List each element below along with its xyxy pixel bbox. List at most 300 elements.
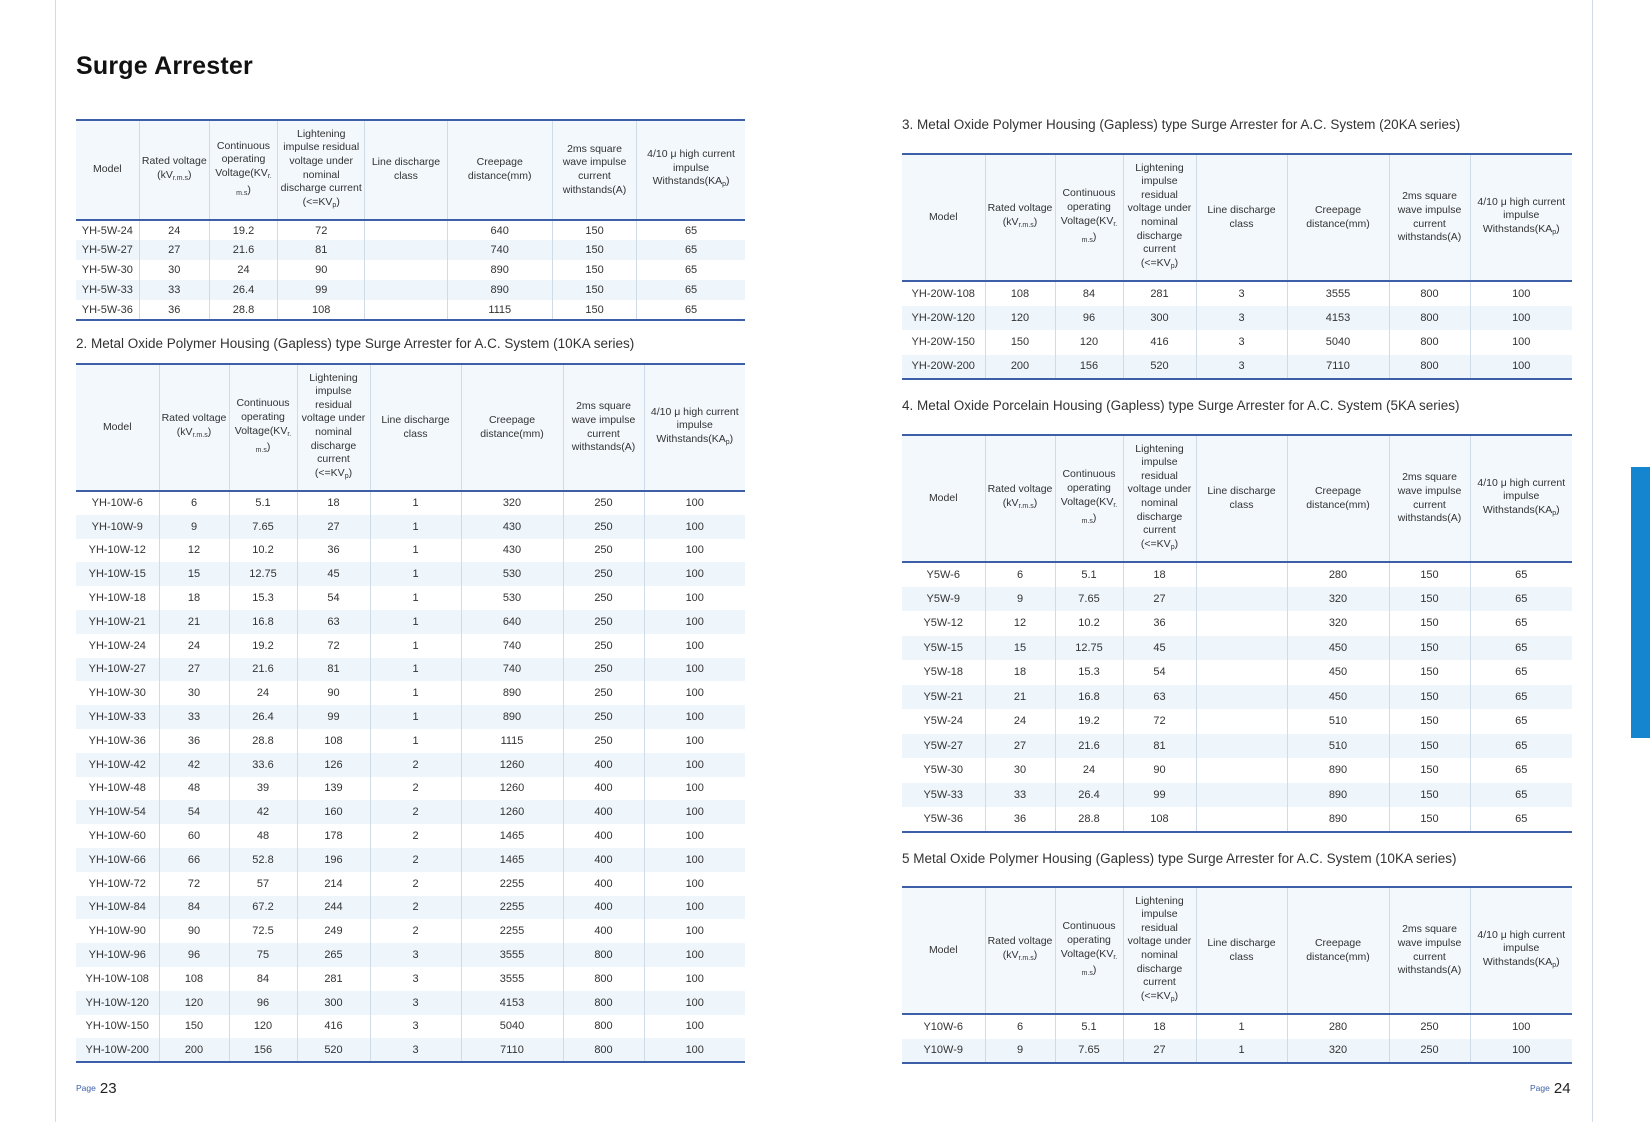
table-cell: 12.75 — [229, 562, 297, 586]
table-cell: 21 — [159, 610, 229, 634]
table-row — [76, 705, 745, 729]
column-header: Rated voltage $(kV_{r.m.s})$ — [139, 120, 209, 220]
table-cell: 108 — [278, 300, 365, 320]
table-cell: 320 — [461, 491, 563, 515]
table-cell: 150 — [1389, 685, 1470, 710]
column-header: 4/10 μ high current impulse $Withstands(KA_p)$ — [637, 120, 745, 220]
table-cell: 108 — [985, 281, 1055, 306]
table-cell: 244 — [297, 896, 370, 920]
table-cell: 18 — [297, 491, 370, 515]
table-cell: 81 — [278, 240, 365, 260]
table-cell: 100 — [644, 539, 745, 563]
table-cell: 100 — [644, 919, 745, 943]
table-cell: 30 — [985, 758, 1055, 783]
table-cell: 15.3 — [229, 586, 297, 610]
table-cell: 510 — [1287, 734, 1389, 759]
table-row — [76, 610, 745, 634]
table-cell: 100 — [644, 491, 745, 515]
table-cell: 640 — [461, 610, 563, 634]
table-cell: 24 — [209, 260, 277, 280]
table-cell: 510 — [1287, 709, 1389, 734]
table-cell: 150 — [1389, 611, 1470, 636]
table-cell: 150 — [552, 240, 636, 260]
page-number-right-value: 24 — [1553, 1080, 1571, 1097]
table-cell: YH-20W-108 — [911, 287, 975, 300]
column-header: Lightening impulse residual voltage under nominal discharge current $(<=KV_p)$ — [297, 364, 370, 491]
table-row — [76, 515, 745, 539]
table-cell: 1 — [370, 562, 461, 586]
table-cell: 2255 — [461, 872, 563, 896]
column-header: 4/10 μ high current impulse $Withstands(KA_p)$ — [1470, 435, 1572, 562]
table-cell: 65 — [1470, 807, 1572, 832]
table-cell: 72 — [297, 634, 370, 658]
table-row — [76, 729, 745, 753]
table-row — [902, 611, 1572, 636]
table-cell: 24 — [159, 634, 229, 658]
table-cell: 81 — [1123, 734, 1196, 759]
table-cell: 400 — [563, 872, 644, 896]
table-row — [76, 491, 745, 515]
table-cell: 250 — [1389, 1014, 1470, 1039]
table-cell: 3 — [1196, 330, 1287, 355]
table-cell: 450 — [1287, 660, 1389, 685]
table-cell: 72 — [159, 872, 229, 896]
table-cell: 800 — [1389, 281, 1470, 306]
table-cell: 150 — [1389, 807, 1470, 832]
page-number-right — [1530, 1080, 1571, 1097]
column-header: 4/10 μ high current impulse $Withstands(KA_p)$ — [1470, 887, 1572, 1014]
table-cell: 36 — [985, 807, 1055, 832]
column-header: Lightening impulse residual voltage under nominal discharge current $(<=KV_p)$ — [1123, 154, 1196, 281]
table-row — [76, 562, 745, 586]
section-title-2: 2. Metal Oxide Polymer Housing (Gapless) type Surge Arrester for A.C. System (10KA series) — [76, 336, 635, 351]
table-cell: 7110 — [1287, 355, 1389, 380]
table-cell: 890 — [447, 260, 552, 280]
table-cell: 890 — [1287, 783, 1389, 808]
table-row — [76, 753, 745, 777]
table-row — [76, 896, 745, 920]
table-cell: 1465 — [461, 848, 563, 872]
table-cell: 36 — [297, 539, 370, 563]
column-header: Lightening impulse residual voltage under nominal discharge current $(<=KV_p)$ — [1123, 887, 1196, 1014]
table-cell: 200 — [985, 355, 1055, 380]
table-cell: 6 — [985, 562, 1055, 587]
table-cell: 16.8 — [229, 610, 297, 634]
table-cell: 84 — [159, 896, 229, 920]
table-cell: 100 — [644, 586, 745, 610]
table-cell: 24 — [229, 681, 297, 705]
table-cell: 33 — [159, 705, 229, 729]
column-header: 2ms square wave impulse current withstands(A) — [1389, 887, 1470, 1014]
table-cell: 100 — [644, 967, 745, 991]
table-cell: Y5W-9 — [902, 587, 985, 612]
table-cell: 15 — [159, 562, 229, 586]
table-cell: 1 — [370, 610, 461, 634]
table-row — [902, 1039, 1572, 1064]
table-cell: 1115 — [461, 729, 563, 753]
table-cell: 890 — [1287, 807, 1389, 832]
table-cell — [1196, 660, 1287, 685]
table-cell: 100 — [644, 800, 745, 824]
table-cell: 24 — [139, 220, 209, 240]
table-cell: 100 — [644, 681, 745, 705]
table-cell: 65 — [637, 240, 745, 260]
table-cell: YH-10W-33 — [76, 705, 159, 729]
table-cell: 178 — [297, 824, 370, 848]
table-row — [76, 991, 745, 1015]
table-cell: YH-10W-60 — [88, 830, 146, 843]
table-cell: 890 — [1287, 758, 1389, 783]
table-cell: 214 — [297, 872, 370, 896]
table-header-row — [902, 887, 1572, 1014]
right-page-border — [1592, 0, 1593, 1122]
table-cell: 63 — [1123, 685, 1196, 710]
table-cell: 150 — [552, 300, 636, 320]
table-cell: 18 — [1123, 1014, 1196, 1039]
table-cell: 45 — [1123, 636, 1196, 661]
table-cell: YH-10W-96 — [76, 943, 159, 967]
table-cell: YH-10W-120 — [76, 991, 159, 1015]
column-header: Model — [902, 154, 985, 281]
table-cell: 6 — [159, 491, 229, 515]
table-row — [902, 685, 1572, 710]
table-cell: 36 — [159, 729, 229, 753]
table-cell: 2 — [370, 824, 461, 848]
table-cell: 21 — [985, 685, 1055, 710]
table-cell: 65 — [637, 300, 745, 320]
table-cell: 27 — [985, 734, 1055, 759]
table-cell: 800 — [1389, 306, 1470, 331]
table-cell: 100 — [644, 991, 745, 1015]
table-cell: 12 — [985, 611, 1055, 636]
table-cell: 28.8 — [209, 300, 277, 320]
column-header: Creepage distance(mm) — [447, 120, 552, 220]
table-cell: 65 — [1470, 783, 1572, 808]
table-cell: 890 — [461, 705, 563, 729]
table-row — [76, 824, 745, 848]
table-cell: 1260 — [461, 753, 563, 777]
table-cell: 530 — [461, 562, 563, 586]
table-cell: 52.8 — [229, 848, 297, 872]
table-cell: YH-10W-6 — [91, 497, 143, 510]
table-cell: YH-10W-15 — [76, 562, 159, 586]
table-cell: 65 — [1470, 611, 1572, 636]
table-cell — [1196, 611, 1287, 636]
table-cell: 7110 — [461, 1038, 563, 1062]
table-row — [76, 240, 745, 260]
table-cell: 84 — [229, 967, 297, 991]
column-header: Line discharge class — [1196, 887, 1287, 1014]
table-cell: 450 — [1287, 685, 1389, 710]
section-title-5: 5 Metal Oxide Polymer Housing (Gapless) type Surge Arrester for A.C. System (10KA series) — [902, 851, 1457, 866]
table-cell: 65 — [1470, 587, 1572, 612]
table-row — [76, 260, 745, 280]
table-cell: 520 — [297, 1038, 370, 1062]
table-cell: 5.1 — [229, 491, 297, 515]
table-cell: 250 — [563, 634, 644, 658]
table-cell: 250 — [563, 539, 644, 563]
table-cell: 120 — [229, 1015, 297, 1039]
table-cell: 19.2 — [209, 220, 277, 240]
table-cell: 430 — [461, 515, 563, 539]
table-cell: 16.8 — [1055, 685, 1123, 710]
table-cell: 36 — [1123, 611, 1196, 636]
table-cell: 15 — [985, 636, 1055, 661]
table-cell: Y5W-33 — [902, 783, 985, 808]
table-cell: 250 — [563, 681, 644, 705]
table-cell — [365, 260, 447, 280]
table-row — [76, 943, 745, 967]
column-header: 2ms square wave impulse current withstands(A) — [563, 364, 644, 491]
table-cell: 7.65 — [1055, 1039, 1123, 1064]
table-cell: 12.75 — [1055, 636, 1123, 661]
table-row — [76, 280, 745, 300]
table-cell: 7.65 — [229, 515, 297, 539]
table-cell: 400 — [563, 800, 644, 824]
table-cell: 99 — [297, 705, 370, 729]
table-cell: 250 — [563, 586, 644, 610]
table-cell: 2255 — [461, 919, 563, 943]
left-page-border — [55, 0, 56, 1122]
table-cell: 2255 — [461, 896, 563, 920]
table-20ka-polymer — [902, 153, 1572, 380]
table-cell: 90 — [278, 260, 365, 280]
table-cell: Y10W-9 — [902, 1039, 985, 1064]
table-cell: 67.2 — [229, 896, 297, 920]
table-row — [76, 300, 745, 320]
table-cell: 150 — [1389, 783, 1470, 808]
table-cell: 21.6 — [209, 240, 277, 260]
table-cell: 250 — [563, 562, 644, 586]
table-cell: 65 — [1470, 734, 1572, 759]
table-cell: 108 — [159, 967, 229, 991]
table-cell: 65 — [1470, 709, 1572, 734]
table-cell: 100 — [644, 753, 745, 777]
table-cell: 150 — [1389, 734, 1470, 759]
table-cell: 72.5 — [229, 919, 297, 943]
table-cell: 42 — [229, 800, 297, 824]
table-cell: 150 — [1389, 758, 1470, 783]
table-cell: YH-10W-72 — [88, 877, 146, 890]
table-cell: 19.2 — [229, 634, 297, 658]
page-number-left-value: 23 — [99, 1080, 117, 1097]
table-row — [902, 660, 1572, 685]
table-cell: 72 — [1123, 709, 1196, 734]
table-row — [76, 872, 745, 896]
table-10ka-polymer — [76, 363, 745, 1063]
column-header: Model — [902, 887, 985, 1014]
table-cell: 890 — [461, 681, 563, 705]
table-cell: 416 — [1123, 330, 1196, 355]
column-header: Creepage distance(mm) — [461, 364, 563, 491]
table-cell — [1196, 587, 1287, 612]
table-cell: 1 — [1196, 1039, 1287, 1064]
table-cell: 30 — [159, 681, 229, 705]
table-cell: 1 — [370, 658, 461, 682]
table-row — [76, 848, 745, 872]
table-row — [902, 330, 1572, 355]
table-cell: 100 — [1470, 355, 1572, 380]
table-cell: 10.2 — [1055, 611, 1123, 636]
table-cell: 66 — [159, 848, 229, 872]
page-label-right: Page — [1530, 1083, 1550, 1093]
table-cell — [1196, 783, 1287, 808]
table-cell: 3 — [370, 991, 461, 1015]
table-row — [76, 800, 745, 824]
table-cell: 33 — [139, 280, 209, 300]
table-cell: 150 — [1389, 636, 1470, 661]
table-cell: 65 — [1470, 685, 1572, 710]
column-header: Rated voltage $(kV_{r.m.s})$ — [985, 887, 1055, 1014]
table-row — [76, 1038, 745, 1062]
table-cell: 100 — [644, 943, 745, 967]
table-cell: 150 — [985, 330, 1055, 355]
table-cell: 150 — [1389, 562, 1470, 587]
table-cell: 100 — [644, 658, 745, 682]
table-cell: 100 — [644, 515, 745, 539]
table-row — [902, 807, 1572, 832]
page-number-left — [76, 1080, 117, 1097]
table-cell — [1196, 758, 1287, 783]
table-cell: 18 — [985, 660, 1055, 685]
table-cell: 120 — [985, 306, 1055, 331]
table-cell: 99 — [1123, 783, 1196, 808]
table-cell: YH-20W-120 — [902, 306, 985, 331]
table-cell: 96 — [159, 943, 229, 967]
table-row — [76, 586, 745, 610]
table-cell: 24 — [985, 709, 1055, 734]
table-cell: 150 — [552, 260, 636, 280]
table-10ka-polymer-y10w — [902, 886, 1572, 1064]
table-cell: 3 — [370, 1015, 461, 1039]
table-cell: 21.6 — [1055, 734, 1123, 759]
column-header: Lightening impulse residual voltage under nominal discharge current $(<=KV_p)$ — [1123, 435, 1196, 562]
column-header: Lightening impulse residual voltage under nominal discharge current $(<=KV_p)$ — [278, 120, 365, 220]
table-cell: 2 — [370, 777, 461, 801]
table-cell: 96 — [229, 991, 297, 1015]
table-cell: 120 — [1055, 330, 1123, 355]
table-cell — [1196, 562, 1287, 587]
table-cell: 139 — [297, 777, 370, 801]
table-cell: 100 — [644, 562, 745, 586]
table-cell: 100 — [644, 896, 745, 920]
table-row — [902, 734, 1572, 759]
table-cell: 100 — [644, 610, 745, 634]
table-cell: 2 — [370, 848, 461, 872]
table-cell: YH-10W-54 — [76, 800, 159, 824]
table-cell: 6 — [985, 1014, 1055, 1039]
table-cell: 65 — [1470, 562, 1572, 587]
table-cell: 800 — [563, 1015, 644, 1039]
table-cell: 26.4 — [229, 705, 297, 729]
column-header: Line discharge class — [370, 364, 461, 491]
table-cell: YH-10W-150 — [85, 1020, 149, 1033]
table-cell: 54 — [159, 800, 229, 824]
table-row — [76, 658, 745, 682]
table-cell — [1196, 709, 1287, 734]
table-row — [902, 306, 1572, 331]
table-cell: 280 — [1287, 562, 1389, 587]
section-title-4: 4. Metal Oxide Porcelain Housing (Gapless) type Surge Arrester for A.C. System (5KA series) — [902, 398, 1460, 413]
table-row — [76, 681, 745, 705]
table-cell: 320 — [1287, 1039, 1389, 1064]
table-cell: YH-20W-150 — [911, 336, 975, 349]
table-cell: 81 — [297, 658, 370, 682]
table-cell: YH-20W-200 — [902, 355, 985, 380]
table-cell — [365, 220, 447, 240]
table-cell: 126 — [297, 753, 370, 777]
table-cell: 9 — [985, 587, 1055, 612]
table-cell: 281 — [1123, 281, 1196, 306]
table-cell: 100 — [644, 824, 745, 848]
table-cell: Y5W-21 — [902, 685, 985, 710]
table-cell: 1 — [370, 515, 461, 539]
table-cell: 21.6 — [229, 658, 297, 682]
table-cell: 400 — [563, 824, 644, 848]
table-cell: 100 — [644, 1015, 745, 1039]
table-cell: 5.1 — [1055, 1014, 1123, 1039]
table-cell: 42 — [159, 753, 229, 777]
table-cell: 100 — [644, 777, 745, 801]
table-cell: 150 — [1389, 587, 1470, 612]
table-cell: 1 — [370, 586, 461, 610]
column-header: Continuous operating $Voltage(KV_{r.}$ $_{m.s}$) — [229, 364, 297, 491]
table-row — [76, 777, 745, 801]
table-cell: 250 — [1389, 1039, 1470, 1064]
table-row — [902, 562, 1572, 587]
table-cell: YH-10W-12 — [88, 544, 146, 557]
table-cell: YH-10W-48 — [88, 782, 146, 795]
table-cell: 430 — [461, 539, 563, 563]
table-cell: 3 — [1196, 306, 1287, 331]
table-cell: 28.8 — [1055, 807, 1123, 832]
table-cell: 4153 — [1287, 306, 1389, 331]
table-cell: Y5W-6 — [926, 568, 960, 581]
table-cell: YH-10W-84 — [76, 896, 159, 920]
column-header: 2ms square wave impulse current withstands(A) — [1389, 154, 1470, 281]
table-cell: 530 — [461, 586, 563, 610]
column-header: Model — [76, 120, 139, 220]
table-cell: 520 — [1123, 355, 1196, 380]
table-cell: 48 — [229, 824, 297, 848]
table-cell: 450 — [1287, 636, 1389, 661]
column-header: Model — [902, 435, 985, 562]
table-cell: 39 — [229, 777, 297, 801]
table-cell: 1115 — [447, 300, 552, 320]
table-cell: YH-5W-30 — [81, 264, 133, 276]
column-header: Line discharge class — [1196, 435, 1287, 562]
table-row — [902, 355, 1572, 380]
column-header: Model — [76, 364, 159, 491]
table-cell: 63 — [297, 610, 370, 634]
table-cell: 1260 — [461, 777, 563, 801]
table-header-row — [76, 364, 745, 491]
table-cell: 100 — [644, 705, 745, 729]
table-cell: 48 — [159, 777, 229, 801]
table-cell: 280 — [1287, 1014, 1389, 1039]
table-cell: 1 — [1196, 1014, 1287, 1039]
table-cell: 1 — [370, 539, 461, 563]
table-cell: 740 — [461, 634, 563, 658]
table-cell: Y5W-12 — [923, 617, 964, 630]
table-cell: 800 — [563, 943, 644, 967]
table-cell: 33 — [985, 783, 1055, 808]
table-cell: 1465 — [461, 824, 563, 848]
table-row — [902, 758, 1572, 783]
table-cell: 3 — [370, 943, 461, 967]
table-cell: 65 — [637, 280, 745, 300]
table-row — [76, 539, 745, 563]
